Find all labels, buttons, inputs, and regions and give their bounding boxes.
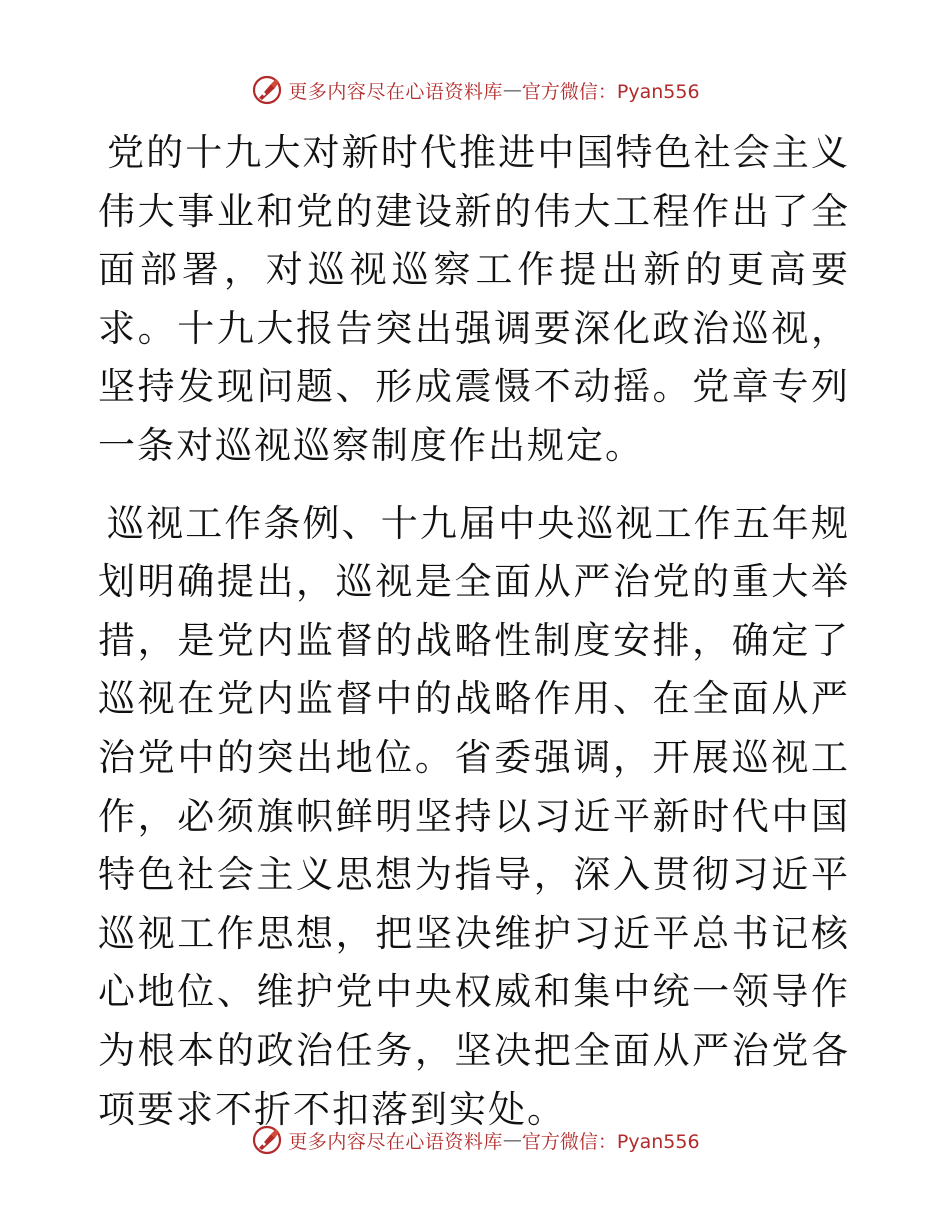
banner-dash: — (502, 1129, 522, 1151)
banner-contact: 官方微信：Pyan556 (521, 1130, 700, 1153)
pen-nib-logo-icon (250, 73, 284, 107)
footer-banner (0, 1120, 950, 1160)
pen-nib-logo-icon (250, 1123, 284, 1157)
banner-title: 更多内容尽在心语资料库 (288, 80, 503, 103)
banner-contact: 官方微信：Pyan556 (521, 80, 700, 103)
header-banner (0, 70, 950, 110)
paragraph-2: 巡视工作条例、十九届中央巡视工作五年规划明确提出，巡视是全面从严治党的重大举措，是党内监督的战略性制度安排，确定了巡视在党内监督中的战略作用、在全面从严治党中的突出地位。省委强调，开展巡视工作，必须旗帜鲜明坚持以习近平新时代中国特色社会主义思想为指导，深入贯彻习近平巡视工作思想，把坚决维护习近平总书记核心地位、维护党中央权威和集中统一领导作为根本的政治任务，坚决把全面从严治党各项要求不折不扣落到实处。 (98, 501, 850, 1131)
paragraph-1: 党的十九大对新时代推进中国特色社会主义伟大事业和党的建设新的伟大工程作出了全面部署，对巡视巡察工作提出新的更高要求。十九大报告突出强调要深化政治巡视，坚持发现问题、形成震慑不动摇。党章专列一条对巡视巡察制度作出规定。 (98, 131, 850, 467)
document-body (98, 124, 850, 1139)
banner-dash: — (502, 79, 522, 101)
banner-title: 更多内容尽在心语资料库 (288, 1130, 503, 1153)
